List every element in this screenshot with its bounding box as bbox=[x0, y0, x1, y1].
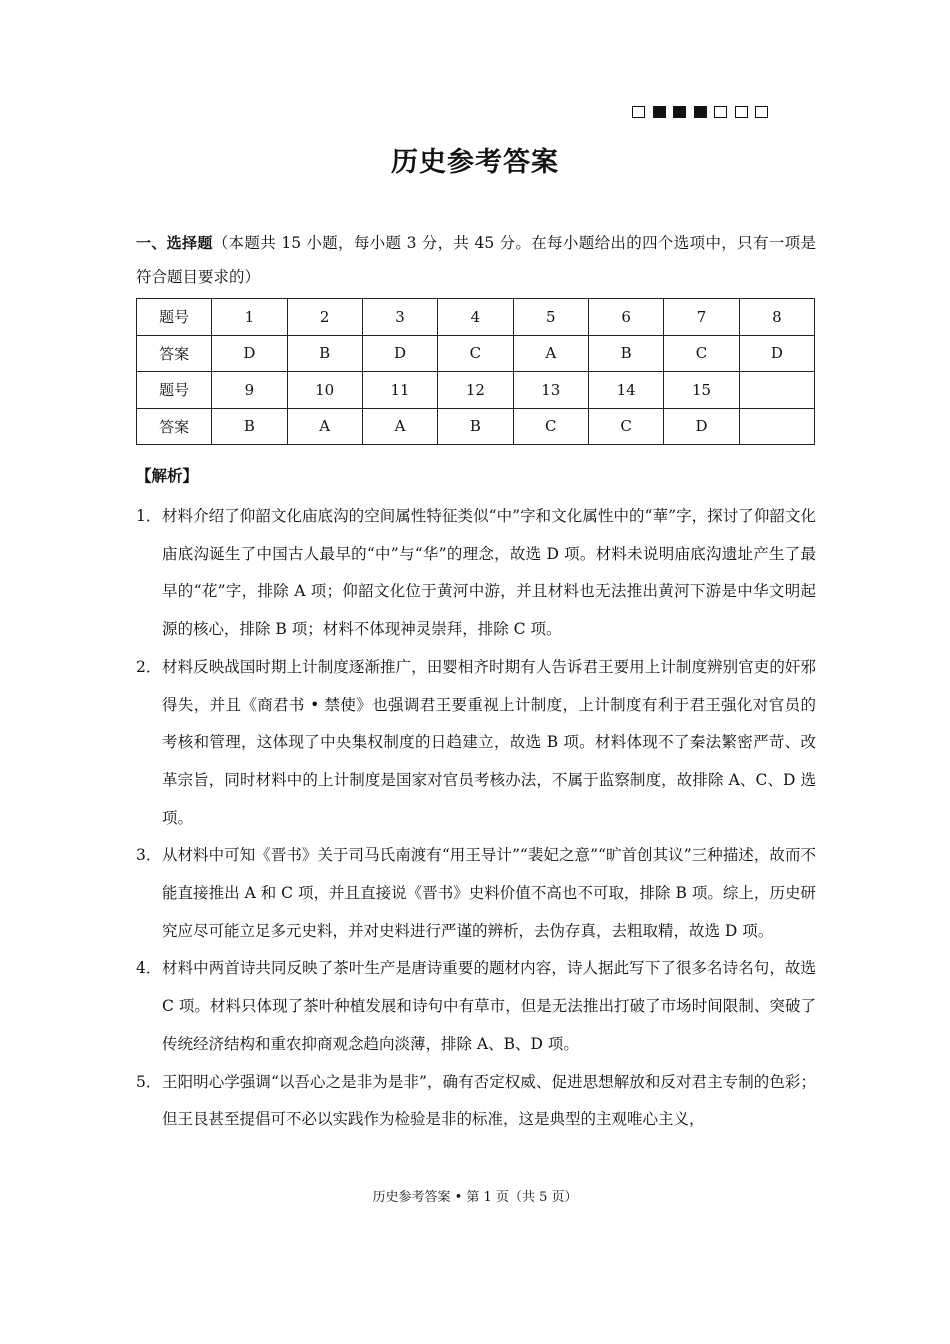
answer-cell: C bbox=[513, 408, 588, 445]
answer-table-row bbox=[137, 335, 815, 372]
analysis-item-number: 3． bbox=[136, 846, 162, 865]
section-1-description: （本题共 15 小题，每小题 3 分，共 45 分。在每小题给出的四个选项中，只有一项是符合题目要求的） bbox=[136, 234, 816, 286]
answer-cell: 13 bbox=[513, 372, 588, 409]
row-header-cell: 答案 bbox=[137, 408, 212, 445]
answer-cell: 8 bbox=[739, 299, 814, 336]
code-mark-filled bbox=[694, 106, 707, 118]
analysis-item-number: 5． bbox=[136, 1072, 162, 1091]
answer-cell: 11 bbox=[362, 372, 437, 409]
answer-cell: D bbox=[212, 335, 287, 372]
analysis-item-text: 材料介绍了仰韶文化庙底沟的空间属性特征类似“中”字和文化属性中的“華”字，探讨了仰韶文化庙底沟诞生了中国古人最早的“中”与“华”的理念，故选 D 项。材料未说明庙底沟遗址产生了最早的“花”字，排除 A 项；仰韶文化位于黄河中游，并且材料也无法推出黄河下游是中华文明起源的核心，排除 B 项；材料不体现神灵崇拜，排除 C 项。 bbox=[162, 507, 816, 639]
analysis-item bbox=[136, 498, 816, 649]
analysis-heading: 【解析】 bbox=[136, 467, 199, 485]
answer-cell: B bbox=[588, 335, 663, 372]
answer-cell: 15 bbox=[664, 372, 739, 409]
answer-cell: A bbox=[287, 408, 362, 445]
analysis-item-text: 王阳明心学强调“以吾心之是非为是非”，确有否定权威、促进思想解放和反对君主专制的色彩；但王艮甚至提倡可不必以实践作为检验是非的标准，这是典型的主观唯心主义， bbox=[162, 1072, 816, 1129]
answer-cell: 2 bbox=[287, 299, 362, 336]
analysis-item-text: 材料中两首诗共同反映了茶叶生产是唐诗重要的题材内容，诗人据此写下了很多名诗名句，故选 C 项。材料只体现了茶叶种植发展和诗句中有草市，但是无法推出打破了市场时间限制、突破了传统经济结构和重农抑商观念趋向淡薄，排除 A、B、D 项。 bbox=[162, 959, 816, 1053]
answer-cell: 7 bbox=[664, 299, 739, 336]
answer-cell: C bbox=[438, 335, 513, 372]
analysis-item bbox=[136, 837, 816, 950]
page-title: 历史参考答案 bbox=[391, 147, 559, 178]
section-1-heading: 一、选择题 bbox=[136, 234, 213, 252]
analysis-item-number: 1． bbox=[136, 507, 162, 525]
code-mark-empty bbox=[714, 106, 727, 118]
answer-cell: C bbox=[588, 408, 663, 445]
code-mark-empty bbox=[735, 106, 748, 118]
row-header-cell: 题号 bbox=[137, 299, 212, 336]
analysis-item-text: 从材料中可知《晋书》关于司马氏南渡有“用王导计”“裴妃之意”“旷首创其议”三种描述，故而不能直接推出 A 和 C 项，并且直接说《晋书》史料价值不高也不可取，排除 B 项。综上，历史研究应尽可能立足多元史料，并对史料进行严谨的辨析，去伪存真，去粗取精，故选 D 项。 bbox=[162, 846, 816, 940]
answer-cell bbox=[739, 372, 814, 409]
answer-table-row bbox=[137, 299, 815, 336]
code-mark-empty bbox=[632, 106, 645, 118]
code-mark-empty bbox=[755, 106, 768, 118]
analysis-item bbox=[136, 649, 816, 838]
answer-cell: A bbox=[513, 335, 588, 372]
answer-cell: B bbox=[287, 335, 362, 372]
answer-cell: 4 bbox=[438, 299, 513, 336]
answer-table-row bbox=[137, 372, 815, 409]
answer-cell: 6 bbox=[588, 299, 663, 336]
answer-cell: B bbox=[212, 408, 287, 445]
answer-cell: A bbox=[362, 408, 437, 445]
code-mark-filled bbox=[653, 106, 666, 118]
answer-cell: 1 bbox=[212, 299, 287, 336]
answer-cell: 14 bbox=[588, 372, 663, 409]
row-header-cell: 答案 bbox=[137, 335, 212, 372]
analysis-item bbox=[136, 1064, 816, 1139]
section-1-intro bbox=[136, 226, 816, 294]
answer-table-row bbox=[137, 408, 815, 445]
answer-cell: 5 bbox=[513, 299, 588, 336]
analysis-item-text: 材料反映战国时期上计制度逐渐推广，田婴相齐时期有人告诉君王要用上计制度辨别官吏的奸邪得失，并且《商君书 • 禁使》也强调君王要重视上计制度，上计制度有利于君王强化对官员的考核和管理，这体现了中央集权制度的日趋建立，故选 B 项。材料体现不了秦法繁密严苛、改革宗旨，同时材料中的上计制度是国家对官员考核办法，不属于监察制度，故排除 A、C、D 选项。 bbox=[162, 657, 816, 827]
answer-cell: B bbox=[438, 408, 513, 445]
code-mark-filled bbox=[673, 106, 686, 118]
answer-cell: D bbox=[664, 408, 739, 445]
answer-cell: 10 bbox=[287, 372, 362, 409]
answer-table bbox=[136, 298, 815, 445]
row-header-cell: 题号 bbox=[137, 372, 212, 409]
answer-cell: 12 bbox=[438, 372, 513, 409]
answer-cell: 9 bbox=[212, 372, 287, 409]
analysis-list bbox=[136, 498, 816, 1139]
answer-cell: 3 bbox=[362, 299, 437, 336]
analysis-item bbox=[136, 950, 816, 1063]
answer-cell: D bbox=[739, 335, 814, 372]
answer-cell: D bbox=[362, 335, 437, 372]
page-footer: 历史参考答案 • 第 1 页（共 5 页） bbox=[372, 1190, 578, 1205]
analysis-item-number: 4． bbox=[136, 959, 162, 978]
answer-cell: C bbox=[664, 335, 739, 372]
answer-cell bbox=[739, 408, 814, 445]
paper-code-marks bbox=[632, 106, 776, 118]
analysis-item-number: 2． bbox=[136, 657, 162, 676]
